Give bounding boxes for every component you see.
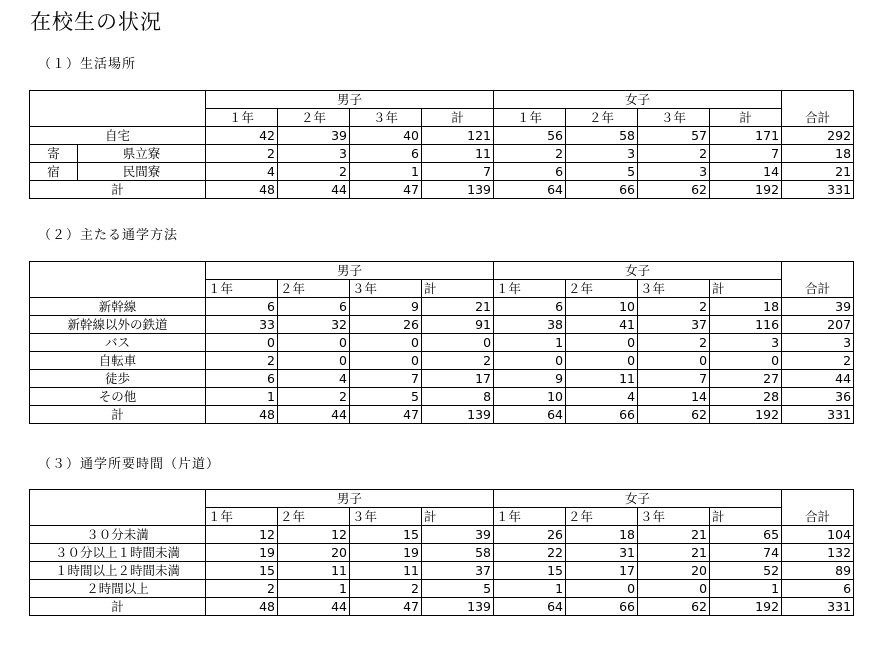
header-col: １年 <box>494 109 566 127</box>
row-label: 民間寮 <box>78 163 206 181</box>
header-col: ３年 <box>638 508 710 526</box>
cell: 14 <box>710 163 782 181</box>
cell: 89 <box>782 562 854 580</box>
cell: 192 <box>710 406 782 424</box>
cell: 2 <box>206 145 278 163</box>
header-col: ２年 <box>278 508 350 526</box>
section-heading-living: （１）生活場所 <box>38 57 137 72</box>
cell: 2 <box>206 580 278 598</box>
cell: 192 <box>710 598 782 616</box>
cell: 0 <box>206 334 278 352</box>
cell: 64 <box>494 406 566 424</box>
page-title: 在校生の状況 <box>30 10 162 34</box>
header-male: 男子 <box>206 490 494 508</box>
cell: 18 <box>566 526 638 544</box>
cell: 6 <box>494 163 566 181</box>
header-col: 計 <box>710 280 782 298</box>
cell: 21 <box>638 526 710 544</box>
cell: 0 <box>710 352 782 370</box>
cell: 139 <box>422 598 494 616</box>
cell: 47 <box>350 598 422 616</box>
table-row <box>30 580 854 598</box>
row-label: 自転車 <box>30 352 206 370</box>
cell: 5 <box>350 388 422 406</box>
cell: 1 <box>350 163 422 181</box>
header-male: 男子 <box>206 262 494 280</box>
row-label: 計 <box>30 598 206 616</box>
cell: 44 <box>278 406 350 424</box>
section-heading-commute-time: （３）通学所要時間（片道） <box>38 457 221 472</box>
cell: 19 <box>206 544 278 562</box>
cell: 38 <box>494 316 566 334</box>
row-label: 計 <box>30 406 206 424</box>
cell: 26 <box>494 526 566 544</box>
table-row <box>30 127 854 145</box>
header-female: 女子 <box>494 262 782 280</box>
cell: 66 <box>566 598 638 616</box>
cell: 192 <box>710 181 782 199</box>
header-col: ３年 <box>350 109 422 127</box>
cell: 0 <box>494 352 566 370</box>
row-label: 県立寮 <box>78 145 206 163</box>
row-label: 新幹線以外の鉄道 <box>30 316 206 334</box>
header-total: 合計 <box>782 262 854 298</box>
cell: 44 <box>278 181 350 199</box>
cell: 57 <box>638 127 710 145</box>
cell: 8 <box>422 388 494 406</box>
cell: 74 <box>710 544 782 562</box>
cell: 0 <box>350 334 422 352</box>
cell: 2 <box>638 145 710 163</box>
cell: 5 <box>422 580 494 598</box>
cell: 5 <box>566 163 638 181</box>
header-col: ３年 <box>350 280 422 298</box>
cell: 3 <box>782 334 854 352</box>
cell: 62 <box>638 598 710 616</box>
row-label: １時間以上２時間未満 <box>30 562 206 580</box>
header-col: 計 <box>710 109 782 127</box>
commute-time-table <box>29 489 854 616</box>
cell: 0 <box>350 352 422 370</box>
header-female: 女子 <box>494 91 782 109</box>
cell: 6 <box>782 580 854 598</box>
table-row <box>30 388 854 406</box>
cell: 292 <box>782 127 854 145</box>
cell: 139 <box>422 406 494 424</box>
cell: 39 <box>278 127 350 145</box>
cell: 0 <box>566 352 638 370</box>
table-row <box>30 544 854 562</box>
table-row <box>30 145 854 163</box>
cell: 17 <box>566 562 638 580</box>
cell: 6 <box>350 145 422 163</box>
cell: 39 <box>782 298 854 316</box>
table-row <box>30 334 854 352</box>
cell: 37 <box>638 316 710 334</box>
row-label: ３０分未満 <box>30 526 206 544</box>
table-row-total <box>30 181 854 199</box>
row-label: その他 <box>30 388 206 406</box>
cell: 3 <box>638 163 710 181</box>
header-col: １年 <box>494 280 566 298</box>
header-col: ２年 <box>566 280 638 298</box>
cell: 2 <box>422 352 494 370</box>
cell: 171 <box>710 127 782 145</box>
header-male: 男子 <box>206 91 494 109</box>
cell: 31 <box>566 544 638 562</box>
row-label: バス <box>30 334 206 352</box>
row-label: ３０分以上１時間未満 <box>30 544 206 562</box>
cell: 44 <box>782 370 854 388</box>
cell: 2 <box>638 298 710 316</box>
cell: 10 <box>566 298 638 316</box>
section-heading-commute-method: （２）主たる通学方法 <box>38 228 179 243</box>
cell: 11 <box>566 370 638 388</box>
cell: 6 <box>278 298 350 316</box>
cell: 32 <box>278 316 350 334</box>
cell: 331 <box>782 181 854 199</box>
header-blank <box>30 91 206 127</box>
cell: 3 <box>566 145 638 163</box>
header-col: ２年 <box>566 109 638 127</box>
header-col: ３年 <box>350 508 422 526</box>
cell: 207 <box>782 316 854 334</box>
cell: 48 <box>206 406 278 424</box>
cell: 116 <box>710 316 782 334</box>
header-col: 計 <box>422 280 494 298</box>
cell: 41 <box>566 316 638 334</box>
cell: 27 <box>710 370 782 388</box>
table-row <box>30 352 854 370</box>
table-row <box>30 316 854 334</box>
cell: 1 <box>494 334 566 352</box>
cell: 26 <box>350 316 422 334</box>
cell: 66 <box>566 406 638 424</box>
cell: 0 <box>566 334 638 352</box>
cell: 132 <box>782 544 854 562</box>
cell: 58 <box>566 127 638 145</box>
cell: 9 <box>494 370 566 388</box>
cell: 11 <box>278 562 350 580</box>
table-row-total <box>30 406 854 424</box>
cell: 28 <box>710 388 782 406</box>
cell: 18 <box>782 145 854 163</box>
header-col: １年 <box>206 508 278 526</box>
cell: 7 <box>710 145 782 163</box>
table-row <box>30 370 854 388</box>
header-col: 計 <box>710 508 782 526</box>
cell: 6 <box>206 298 278 316</box>
cell: 37 <box>422 562 494 580</box>
cell: 91 <box>422 316 494 334</box>
cell: 17 <box>422 370 494 388</box>
cell: 2 <box>782 352 854 370</box>
header-col: ２年 <box>278 280 350 298</box>
cell: 4 <box>206 163 278 181</box>
cell: 22 <box>494 544 566 562</box>
cell: 0 <box>638 352 710 370</box>
cell: 1 <box>278 580 350 598</box>
table-row <box>30 526 854 544</box>
cell: 104 <box>782 526 854 544</box>
cell: 36 <box>782 388 854 406</box>
header-col: 計 <box>422 109 494 127</box>
living-place-table <box>29 90 854 199</box>
cell: 11 <box>350 562 422 580</box>
cell: 4 <box>566 388 638 406</box>
cell: 62 <box>638 181 710 199</box>
cell: 121 <box>422 127 494 145</box>
header-blank <box>30 262 206 298</box>
cell: 331 <box>782 406 854 424</box>
table-row <box>30 298 854 316</box>
cell: 3 <box>710 334 782 352</box>
cell: 56 <box>494 127 566 145</box>
header-female: 女子 <box>494 490 782 508</box>
cell: 1 <box>206 388 278 406</box>
row-label: ２時間以上 <box>30 580 206 598</box>
cell: 52 <box>710 562 782 580</box>
cell: 64 <box>494 181 566 199</box>
cell: 40 <box>350 127 422 145</box>
cell: 21 <box>638 544 710 562</box>
header-col: ２年 <box>278 109 350 127</box>
cell: 10 <box>494 388 566 406</box>
cell: 331 <box>782 598 854 616</box>
cell: 7 <box>638 370 710 388</box>
table-row <box>30 163 854 181</box>
cell: 3 <box>278 145 350 163</box>
cell: 19 <box>350 544 422 562</box>
cell: 2 <box>278 388 350 406</box>
cell: 2 <box>638 334 710 352</box>
cell: 2 <box>350 580 422 598</box>
cell: 0 <box>278 334 350 352</box>
row-label: 新幹線 <box>30 298 206 316</box>
cell: 21 <box>422 298 494 316</box>
header-col: ２年 <box>566 508 638 526</box>
header-col: 計 <box>422 508 494 526</box>
cell: 0 <box>638 580 710 598</box>
cell: 2 <box>494 145 566 163</box>
header-col: ３年 <box>638 280 710 298</box>
cell: 47 <box>350 406 422 424</box>
cell: 4 <box>278 370 350 388</box>
cell: 44 <box>278 598 350 616</box>
cell: 2 <box>206 352 278 370</box>
header-col: １年 <box>206 109 278 127</box>
row-label: 徒歩 <box>30 370 206 388</box>
cell: 6 <box>494 298 566 316</box>
cell: 15 <box>494 562 566 580</box>
cell: 62 <box>638 406 710 424</box>
header-col: １年 <box>494 508 566 526</box>
cell: 42 <box>206 127 278 145</box>
group-label: 寄 <box>30 145 78 163</box>
cell: 58 <box>422 544 494 562</box>
cell: 0 <box>566 580 638 598</box>
cell: 20 <box>638 562 710 580</box>
commute-method-table <box>29 261 854 424</box>
cell: 64 <box>494 598 566 616</box>
cell: 15 <box>350 526 422 544</box>
cell: 0 <box>422 334 494 352</box>
cell: 1 <box>710 580 782 598</box>
cell: 12 <box>206 526 278 544</box>
cell: 66 <box>566 181 638 199</box>
header-col: １年 <box>206 280 278 298</box>
cell: 7 <box>422 163 494 181</box>
cell: 48 <box>206 598 278 616</box>
header-col: ３年 <box>638 109 710 127</box>
cell: 1 <box>494 580 566 598</box>
cell: 33 <box>206 316 278 334</box>
cell: 7 <box>350 370 422 388</box>
cell: 47 <box>350 181 422 199</box>
header-total: 合計 <box>782 490 854 526</box>
row-label: 自宅 <box>30 127 206 145</box>
cell: 39 <box>422 526 494 544</box>
cell: 139 <box>422 181 494 199</box>
table-row-total <box>30 598 854 616</box>
cell: 6 <box>206 370 278 388</box>
cell: 65 <box>710 526 782 544</box>
cell: 14 <box>638 388 710 406</box>
row-label: 計 <box>30 181 206 199</box>
cell: 12 <box>278 526 350 544</box>
cell: 18 <box>710 298 782 316</box>
cell: 2 <box>278 163 350 181</box>
header-blank <box>30 490 206 526</box>
cell: 0 <box>278 352 350 370</box>
cell: 11 <box>422 145 494 163</box>
table-row <box>30 562 854 580</box>
header-total: 合計 <box>782 91 854 127</box>
cell: 15 <box>206 562 278 580</box>
cell: 48 <box>206 181 278 199</box>
cell: 20 <box>278 544 350 562</box>
cell: 9 <box>350 298 422 316</box>
cell: 21 <box>782 163 854 181</box>
group-label: 宿 <box>30 163 78 181</box>
